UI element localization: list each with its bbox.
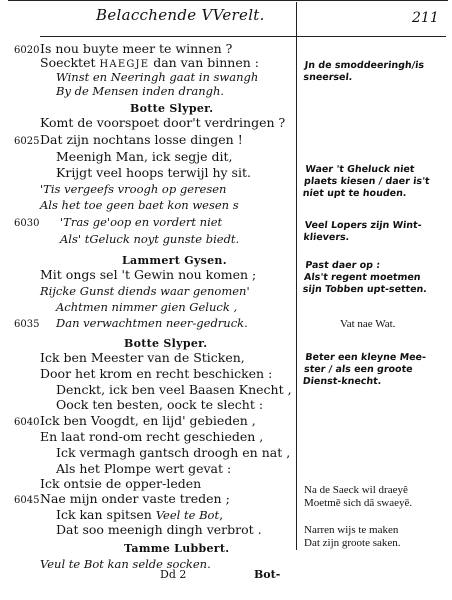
verse-line (56, 508, 223, 522)
verse-text-span: By de Mensen inden drangh. (56, 84, 225, 98)
verse-text-span: Ick ontsie de opper-leden (40, 476, 202, 491)
verse-text-span: Dat zijn nochtans losse dingen ! (40, 132, 243, 147)
verse-line (40, 116, 285, 130)
header-rule (40, 36, 446, 37)
margin-note-line: klievers. (302, 232, 350, 243)
margin-note-line: Narren wijs te maken (304, 524, 399, 536)
signature-mark: Dd 2 (160, 568, 187, 581)
margin-note-line: ster / als een groote (303, 364, 414, 375)
verse-line (56, 462, 231, 476)
verse-text-span: Als het toe geen baet kon wesen s (40, 198, 239, 212)
verse-text-span: , (219, 507, 224, 522)
verse-line (124, 541, 229, 556)
margin-note-line: Moetmē sich dā swaeyē. (304, 497, 413, 509)
line-number: 6035 (14, 319, 40, 330)
speaker-name: Botte Slyper. (130, 102, 214, 115)
margin-note (302, 260, 448, 296)
verse-text-span: dan van binnen : (149, 55, 259, 70)
margin-note-line: sneersel. (302, 72, 353, 83)
verse-text-span: Soecktet (40, 55, 100, 70)
verse-line (40, 492, 230, 506)
verse-text-span: Rijcke Gunst diends waar genomen' (40, 284, 250, 298)
margin-note-line: Vat nae Wat. (340, 318, 396, 330)
margin-note-line: Veel Lopers zijn Wint- (304, 220, 423, 231)
verse-text-span: Ick ben Voogdt, en lijd' gebieden , (40, 413, 256, 428)
verse-text-span: Denckt, ick ben veel Baasen Knecht , (56, 382, 292, 397)
verse-text-span: Veel te Bot (155, 508, 220, 522)
verse-line (40, 367, 272, 381)
verse-line (56, 523, 262, 537)
verse-line (40, 268, 256, 282)
verse-line (40, 477, 201, 491)
line-number: 6020 (14, 45, 40, 56)
margin-note (304, 524, 446, 550)
margin-note-line: Als't regent moetmen (303, 272, 422, 283)
verse-line (40, 284, 250, 298)
line-number: 6030 (14, 218, 40, 229)
verse-line (122, 253, 227, 268)
verse-line (56, 166, 251, 180)
margin-note-line: sijn Tobben upt-setten. (302, 284, 428, 295)
verse-text-span: Nae mijn onder vaste treden ; (40, 491, 230, 506)
column-divider (296, 2, 297, 550)
catchword: Bot- (254, 568, 281, 581)
line-number: 6045 (14, 495, 40, 506)
margin-note (304, 484, 446, 510)
verse-line (40, 414, 256, 428)
verse-line (56, 300, 237, 314)
margin-note-line: plaets kiesen / daer is't (303, 176, 431, 187)
margin-note (302, 352, 448, 388)
speaker-name: Tamme Lubbert. (124, 542, 230, 555)
verse-text-span: En laat rond-om recht geschieden , (40, 429, 264, 444)
speaker-name: Lammert Gysen. (122, 254, 227, 267)
margin-note (302, 164, 448, 200)
margin-note-line: Na de Saeck wil draeyê (304, 484, 408, 496)
margin-note-line: Waer 't Gheluck niet (304, 164, 415, 175)
margin-note-line: niet upt te houden. (302, 188, 408, 199)
verse-text-span: Komt de voorspoet door't verdringen ? (40, 115, 286, 130)
speaker-name: Botte Slyper. (124, 337, 208, 350)
verse-text-span: Als' tGeluck noyt gunste biedt. (60, 232, 240, 246)
verse-text-span: Ick vermagh gantsch droogh en nat , (56, 445, 291, 460)
margin-note (340, 318, 452, 331)
verse-line (40, 42, 232, 56)
verse-line (40, 133, 243, 147)
verse-line (130, 101, 213, 116)
verse-text-span: Winst en Neeringh gaat in swangh (56, 70, 259, 84)
verse-line (56, 446, 290, 460)
verse-line (56, 84, 224, 98)
verse-text-span: Is nou buyte meer te winnen ? (40, 41, 233, 56)
verse-line (56, 398, 263, 412)
verse-text-span: Dan verwachtmen neer-gedruck. (56, 316, 248, 330)
top-rule (8, 0, 448, 1)
verse-text-span: Mit ongs sel 't Gewin nou komen ; (40, 267, 257, 282)
line-number: 6025 (14, 136, 40, 147)
verse-text-span: Oock ten besten, oock te slecht : (56, 397, 264, 412)
margin-note-line: Past daer op : (304, 260, 381, 271)
verse-text-span: Krijgt veel hoops terwijl hy sit. (56, 165, 251, 180)
verse-text-span: Meenigh Man, ick segje dit, (56, 149, 233, 164)
verse-text-span: Veul te Bot kan selde socken. (40, 557, 211, 571)
verse-text-span: 'Tras ge'oop en vordert niet (60, 215, 223, 229)
verse-text-span: Door het krom en recht beschicken : (40, 366, 273, 381)
margin-note-line: Beter een kleyne Mee- (304, 352, 427, 363)
verse-line (40, 430, 263, 444)
verse-line (40, 182, 226, 196)
margin-note-line: Dat zijn groote saken. (304, 537, 401, 549)
verse-text-span: Ick ben Meester van de Sticken, (40, 350, 245, 365)
margin-note (303, 220, 448, 244)
margin-note-line: Dienst-knecht. (302, 376, 382, 387)
verse-text-span: Als het Plompe wert gevat : (56, 461, 232, 476)
verse-line (40, 198, 239, 212)
verse-line (56, 383, 292, 397)
verse-text-span: Achtmen nimmer gien Geluck , (56, 300, 238, 314)
verse-text-span: 'Tis vergeefs vroogh op geresen (40, 182, 227, 196)
verse-text-span: Dat soo meenigh dingh verbrot . (56, 522, 262, 537)
running-title: Belacchende VVerelt. (96, 6, 265, 24)
verse-text-span: Ick kan spitsen (56, 507, 156, 522)
page-number: 211 (412, 10, 439, 26)
verse-line (40, 351, 245, 365)
verse-line (56, 316, 248, 330)
verse-line (60, 232, 239, 246)
verse-line (56, 150, 233, 164)
verse-line (124, 336, 207, 351)
margin-note-line: Jn de smoddeeringh/is (304, 60, 425, 71)
verse-line (56, 70, 258, 84)
verse-line (60, 215, 222, 229)
margin-note (303, 60, 448, 84)
line-number: 6040 (14, 417, 40, 428)
verse-text-span: HAEGJE (99, 59, 150, 70)
